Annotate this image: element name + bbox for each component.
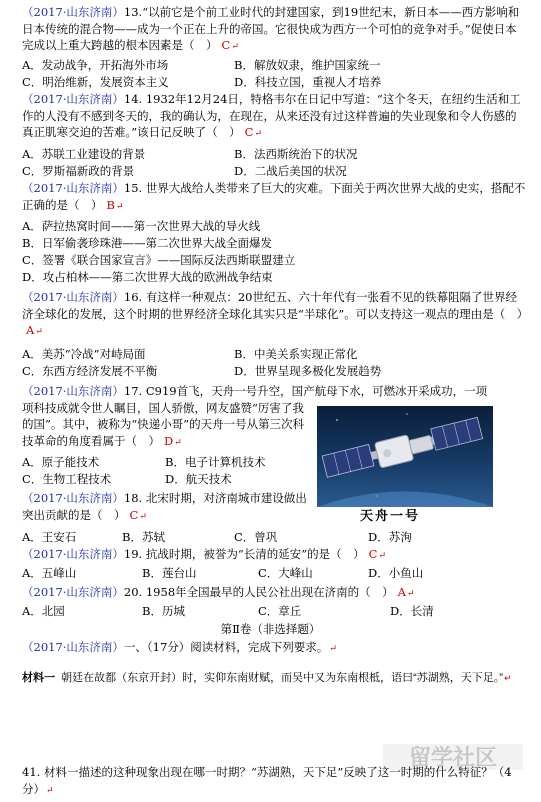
option-c: C．东西方经济发展不平衡 bbox=[22, 364, 158, 378]
question-stem: 13.“以前它是个前工业时代的封建国家，到19世纪末，新日本——西方影响和日本传统的混合物——成为一个正在上升的帝国。它很快成为西方一个可怕的竞争对手。”促使日本完成以上重大跨越的根本因素是（ ） bbox=[22, 5, 520, 52]
option-d: D．二战后美国的状况 bbox=[234, 164, 347, 178]
option-a: A．原子能技术 bbox=[22, 455, 100, 469]
option-b: B．苏轼 bbox=[122, 530, 165, 544]
option-c: C．明治维新，发展资本主义 bbox=[22, 75, 169, 89]
watermark-text: 留学社区 bbox=[408, 746, 498, 771]
option-a: A．发动战争，开拓海外市场 bbox=[22, 58, 169, 72]
return-mark-icon: ↵ bbox=[35, 327, 43, 337]
material-label: 材料一 bbox=[22, 672, 55, 684]
question-source-tag: （2017·山东济南） bbox=[22, 384, 124, 398]
question-source-tag: （2017·山东济南） bbox=[22, 181, 124, 195]
return-mark-icon: ↵ bbox=[139, 511, 147, 522]
return-mark-icon: ↵ bbox=[503, 673, 512, 683]
option-d: D．苏洵 bbox=[368, 530, 412, 544]
question-16 bbox=[22, 289, 527, 341]
section-title: 第Ⅱ卷（非选择题） bbox=[220, 622, 321, 636]
option-b: B．解放奴隶，维护国家统一 bbox=[234, 58, 381, 72]
question-source-tag: （2017·山东济南） bbox=[22, 5, 124, 19]
return-mark-icon: ↵ bbox=[231, 42, 239, 52]
question-19 bbox=[22, 546, 527, 565]
option-c: C．曾巩 bbox=[234, 530, 278, 544]
question-20 bbox=[22, 584, 527, 603]
option-b: B．法西斯统治下的状况 bbox=[234, 147, 358, 161]
option-d: D．航天技术 bbox=[165, 472, 232, 486]
option-d: D．小鱼山 bbox=[368, 566, 424, 580]
question-41-intro bbox=[22, 639, 527, 658]
option-c: C．罗斯福新政的背景 bbox=[22, 164, 135, 178]
option-a: A．王安石 bbox=[22, 530, 77, 544]
option-b: B．电子计算机技术 bbox=[165, 455, 266, 469]
return-mark-icon: ↵ bbox=[115, 201, 124, 212]
spacecraft-illustration bbox=[317, 406, 493, 507]
question-14 bbox=[22, 91, 527, 143]
option-b: B．日军偷袭珍珠港——第二次世界大战全面爆发 bbox=[22, 236, 272, 250]
question-18 bbox=[22, 490, 317, 525]
option-c: C．生物工程技术 bbox=[22, 472, 112, 486]
material-text: 朝廷在故都（东京开封）时，实仰东南财赋，而吴中又为东南根柢，语曰“苏湖熟，天下足。” bbox=[61, 672, 503, 684]
answer-mark: C bbox=[129, 507, 139, 522]
option-a: A．北园 bbox=[22, 604, 65, 618]
question-source-tag: （2017·山东济南） bbox=[22, 491, 124, 505]
answer-mark: C bbox=[368, 547, 378, 561]
return-mark-icon: ↵ bbox=[406, 589, 415, 599]
question-stem-wrap: 项科技成就令世人瞩目，国人骄傲，网友盛赞“厉害了我的国”。其中，被称为“快递小哥”的天舟一号从第三次科技革命的角度看属于（ ） D↵ bbox=[22, 400, 305, 448]
answer-mark: A bbox=[26, 323, 35, 337]
question-intro: 一、（17分）阅读材料，完成下列要求。 bbox=[123, 640, 329, 654]
question-stem: 16. 有这样一种观点：20世纪五、六十年代有一张看不见的铁幕阻隔了世界经济全球化的发展，这个时期的世界经济全球化其实只是“半球化”。可以支持这一观点的理由是（ ） bbox=[22, 290, 529, 321]
return-mark-icon: ↵ bbox=[329, 644, 337, 654]
option-b: B．莲台山 bbox=[142, 566, 197, 580]
option-c: C．大峰山 bbox=[258, 566, 313, 580]
option-d: D．长清 bbox=[390, 604, 434, 618]
question-source-tag: （2017·山东济南） bbox=[22, 290, 124, 304]
question-41-prompt bbox=[22, 764, 527, 799]
answer-mark: B bbox=[106, 197, 115, 212]
option-d: D．攻占柏林——第二次世界大战的欧洲战争结束 bbox=[22, 270, 273, 284]
question-source-tag: （2017·山东济南） bbox=[22, 92, 124, 106]
answer-mark: C bbox=[221, 38, 231, 52]
image-caption: 天舟一号 bbox=[360, 509, 421, 524]
question-text: 41. 材料一描述的这种现象出现在哪一时期？“苏湖熟，天下足”反映了这一时期的什么特征？（4分） bbox=[22, 765, 512, 796]
option-b: B．历城 bbox=[142, 604, 185, 618]
question-stem: 20. 1958年全国最早的人民公社出现在济南的（ ） bbox=[123, 585, 394, 599]
option-b: B．中美关系实现正常化 bbox=[234, 347, 358, 361]
question-source-tag: （2017·山东济南） bbox=[22, 547, 124, 561]
question-stem-line: 17. C919首飞，天舟一号升空，国产航母下水，可燃冰开采成功，一项 bbox=[123, 384, 488, 398]
option-c: C．签署《联合国家宣言》——国际反法西斯联盟建立 bbox=[22, 253, 296, 267]
return-mark-icon: ↵ bbox=[46, 785, 54, 796]
return-mark-icon: ↵ bbox=[254, 129, 262, 139]
question-source-tag: （2017·山东济南） bbox=[22, 640, 124, 654]
option-d: D．世界呈现多极化发展趋势 bbox=[234, 364, 382, 378]
option-a: A．五峰山 bbox=[22, 566, 77, 580]
question-13 bbox=[22, 4, 527, 56]
question-17-first-line bbox=[22, 383, 527, 400]
option-d: D．科技立国，重视人才培养 bbox=[234, 75, 382, 89]
tianzhou-spacecraft-image bbox=[317, 406, 493, 507]
question-stem: 15. 世界大战给人类带来了巨大的灾难。下面关于两次世界大战的史实，搭配不正确的是（ ） bbox=[22, 181, 526, 212]
question-stem: 19. 抗战时期，被誉为“长清的延安”的是（ ） bbox=[123, 547, 365, 561]
answer-mark: A bbox=[397, 585, 406, 599]
question-stem: 18. 北宋时期，对济南城市建设做出突出贡献的是（ ） bbox=[22, 491, 307, 522]
answer-mark: D bbox=[164, 433, 174, 448]
return-mark-icon: ↵ bbox=[174, 437, 182, 448]
material-one bbox=[22, 664, 527, 693]
return-mark-icon: ↵ bbox=[378, 551, 386, 561]
option-a: A．苏联工业建设的背景 bbox=[22, 147, 146, 161]
answer-mark: C bbox=[244, 125, 254, 139]
question-source-tag: （2017·山东济南） bbox=[22, 585, 124, 599]
option-c: C．章丘 bbox=[258, 604, 302, 618]
question-stem: 14. 1932年12月24日，特格韦尔在日记中写道：“这个冬天，在纽约生活和工作的人没有不感到冬天的，我的确认为，在现在，从来还没有过这样普遍的失业现象和令人伤感的真正肌寒交迫的苦难。”该日记反映了（ ） bbox=[22, 92, 521, 139]
option-a: A．萨拉热窝时间——第一次世界大战的导火线 bbox=[22, 219, 261, 233]
option-a: A．美苏“冷战”对峙局面 bbox=[22, 347, 146, 361]
question-15 bbox=[22, 180, 527, 215]
